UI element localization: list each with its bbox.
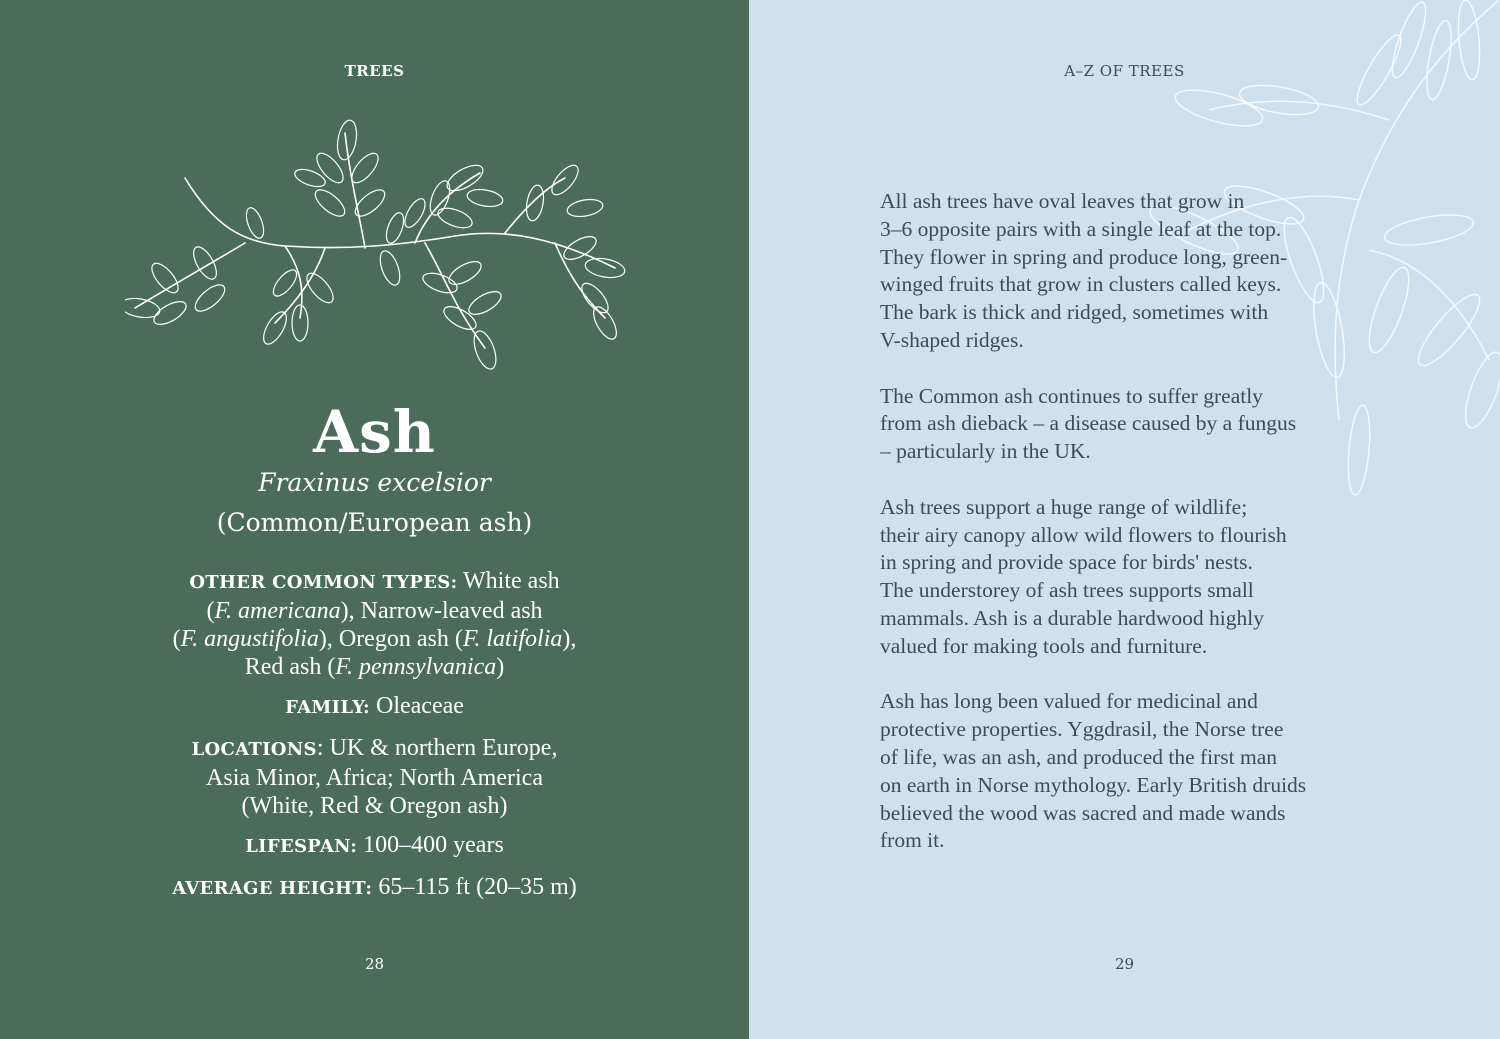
text-line: They flower in spring and produce long, green- <box>880 244 1288 269</box>
text-line: from it. <box>880 828 945 853</box>
body-text <box>880 188 1380 883</box>
latin-name: Fraxinus excelsior <box>258 468 491 497</box>
other-types-text: ), Narrow-leaved ash <box>340 598 543 624</box>
text-line: from ash dieback – a disease caused by a fungus <box>880 411 1297 436</box>
right-page <box>749 0 1500 1039</box>
lifespan-label: LIFESPAN: <box>245 836 358 857</box>
text-line: believed the wood was sacred and made wands <box>880 800 1286 825</box>
latin-angustifolia: F. angustifolia <box>180 626 319 652</box>
locations-text: (White, Red & Oregon ash) <box>241 793 508 819</box>
height-value: 65–115 ft (20–35 m) <box>372 874 577 900</box>
average-height <box>0 873 749 903</box>
text-line: All ash trees have oval leaves that grow in <box>880 189 1245 213</box>
text-line: their airy canopy allow wild flowers to flourish <box>880 522 1287 547</box>
locations-text: Asia Minor, Africa; North America <box>206 765 543 791</box>
paragraph-4 <box>880 688 1380 855</box>
other-types-label: OTHER COMMON TYPES: <box>189 572 458 593</box>
text-line: valued for making tools and furniture. <box>880 633 1208 658</box>
other-types-text: Red ash ( <box>244 654 336 680</box>
text-line: The Common ash continues to suffer greatly <box>880 383 1263 408</box>
family-label: FAMILY: <box>285 697 370 718</box>
family-value: Oleaceae <box>370 693 464 719</box>
text-line: Ash has long been valued for medicinal and <box>880 689 1258 714</box>
locations <box>0 734 749 820</box>
text-line: 3–6 opposite pairs with a single leaf at the top. <box>880 216 1282 241</box>
left-page <box>0 0 749 1039</box>
height-label: AVERAGE HEIGHT: <box>172 878 373 899</box>
running-header-right: A–Z OF TREES <box>1064 62 1185 80</box>
lifespan-value: 100–400 years <box>357 832 504 858</box>
latin-latifolia: F. latifolia <box>462 626 563 652</box>
text-line: – particularly in the UK. <box>880 439 1091 464</box>
family <box>0 692 749 722</box>
text-line: winged fruits that grow in clusters called keys. <box>880 272 1282 297</box>
lifespan <box>0 831 749 861</box>
running-header-left: TREES <box>344 62 405 80</box>
other-types-text: White ash <box>457 568 560 594</box>
latin-americana: F. americana <box>214 598 341 624</box>
paren: ( <box>206 598 215 624</box>
colon: : <box>316 735 324 761</box>
page-number-right: 29 <box>1114 955 1135 973</box>
text-line: The understorey of ash trees supports small <box>880 578 1254 603</box>
text-line: in spring and provide space for birds' nests. <box>880 550 1253 575</box>
paragraph-2 <box>880 383 1380 466</box>
text-line: on earth in Norse mythology. Early British druids <box>880 772 1307 797</box>
paragraph-1 <box>880 188 1380 355</box>
page-number-left: 28 <box>364 955 385 973</box>
other-types-text: ), Oregon ash ( <box>318 626 463 652</box>
paren: ) <box>496 654 505 680</box>
other-types <box>0 567 749 681</box>
locations-text: UK & northern Europe, <box>323 735 558 761</box>
text-line: mammals. Ash is a durable hardwood highly <box>880 605 1264 630</box>
common-name: (Common/European ash) <box>216 508 533 537</box>
text-line: The bark is thick and ridged, sometimes with <box>880 300 1269 325</box>
text-line: Ash trees support a huge range of wildlife; <box>880 494 1248 519</box>
ash-branch-illustration <box>125 118 630 380</box>
text-line: protective properties. Yggdrasil, the Norse tree <box>880 717 1284 742</box>
paren: ( <box>172 626 181 652</box>
text-line: of life, was an ash, and produced the first man <box>880 744 1278 769</box>
locations-label: LOCATIONS <box>191 739 317 760</box>
paren: ), <box>562 626 577 652</box>
page-title: Ash <box>313 398 436 466</box>
text-line: V-shaped ridges. <box>880 327 1024 352</box>
latin-pennsylvanica: F. pennsylvanica <box>335 654 497 680</box>
paragraph-3 <box>880 494 1380 661</box>
